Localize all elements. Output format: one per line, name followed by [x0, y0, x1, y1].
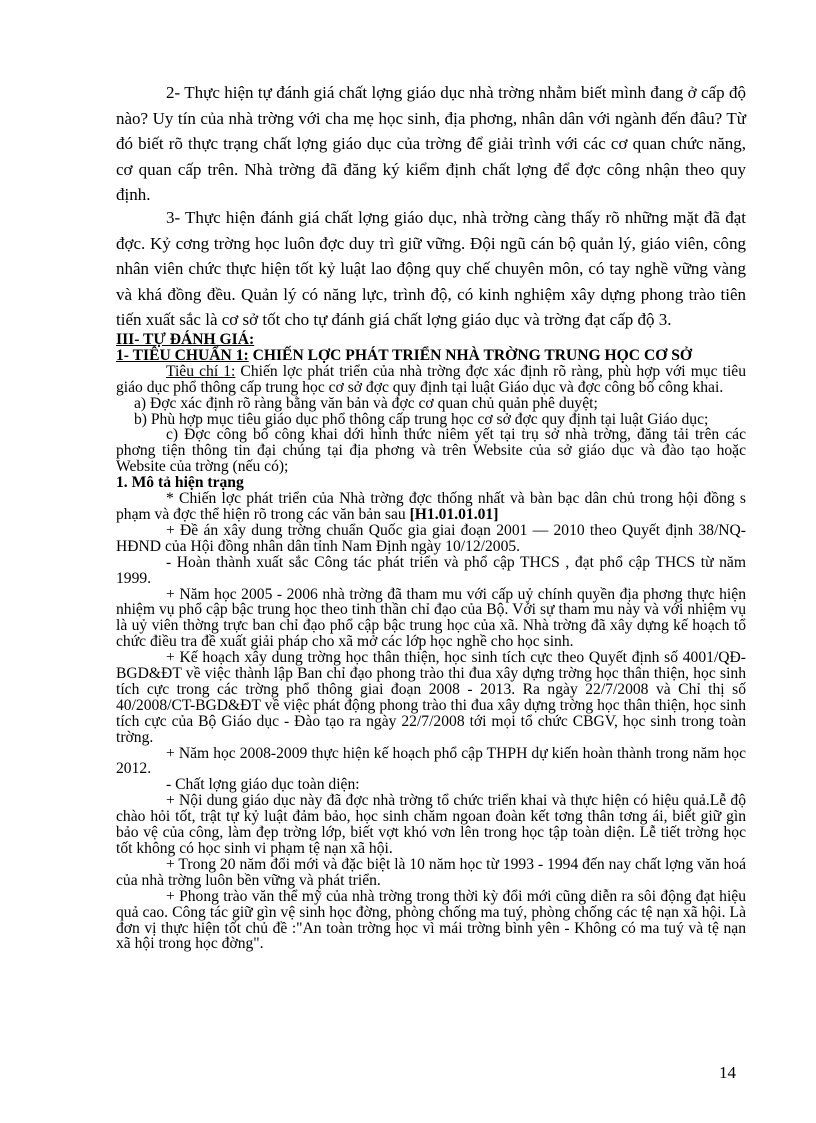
state-paragraph-3: - Hoàn thành xuất sắc Công tác phát triển và phổ cập THCS , đạt phổ cập THCS từ năm 1999.	[116, 553, 746, 587]
intro-section-3	[116, 205, 746, 333]
criterion-paragraph	[116, 364, 746, 396]
criterion-item-c: c) Đợc công bố công khai dới hình thức niêm yết tại trụ sở nhà trờng, đăng tải trên các phơng tiện thông tin đại chúng tại địa phơng và trên Website của sở giáo dục và đào tạo hoặc Website của trờng (nếu có);	[116, 426, 746, 476]
section-heading: III- TỰ ĐÁNH GIÁ:	[116, 331, 255, 348]
evidence-code: [H1.01.01.01]	[409, 505, 499, 523]
state-paragraph-1	[116, 491, 746, 523]
state-paragraph-9: + Trong 20 năm đổi mới và đặc biệt là 10 năm học từ 1993 - 1994 đến nay chất lợng văn hoá của nhà trờng luôn bền vững và phát triển.	[116, 855, 746, 889]
standard-label: 1- TIÊU CHUẨN 1:	[116, 346, 249, 364]
state-paragraph-4: + Năm học 2005 - 2006 nhà trờng đã tham mu với cấp uỷ chính quyền địa phơng thực hiện nhiệm vụ phổ cập bậc trung học theo tinh thần chỉ đạo của Bộ. Với sự tham mu này và với nhiệm vụ là uỷ viên thờng trực ban chỉ đạo phổ cập bậc trung học của xã. Nhà trờng đã xây dựng kế hoạch tổ chức điều tra đề xuất giải pháp cho xã mở các lớp học nghề cho học sinh.	[116, 585, 746, 651]
paragraph-purpose-2: 2- Thực hiện tự đánh giá chất lợng giáo dục nhà trờng nhằm biết mình đang ở cấp độ nào? Uy tín của nhà trờng với cha mẹ học sinh, địa phơng, nhân dân với ngành đến đâu? Từ đó biết rõ thực trạng chất lợng giáo dục của trờng để giải trình với các cơ quan chức năng, cơ quan cấp trên. Nhà trờng đã đăng ký kiểm định chất lợng để đợc công nhận theo quy định.	[116, 83, 746, 204]
state-paragraph-5: + Kế hoạch xây dung trờng học thân thiện, học sinh tích cực theo Quyết định số 4001/QĐ-BGD&ĐT về việc thành lập Ban chỉ đạo phong trào thi đua xây dựng trờng học thân thiện, học sinh tích cực trong các trờng phổ thông giai đoạn 2008 - 2013. Ra ngày 22/7/2008 và Chỉ thị số 40/2008/CT-BGD&ĐT về việc phát động phong trào thi đua xây dựng trờng học thân thiện, học sinh tích cực của Bộ Giáo dục - Đào tạo ra ngày 22/7/2008 tới mọi tổ chức CBGV, học sinh trong toàn trờng.	[116, 649, 746, 746]
criterion-item-a: a) Đợc xác định rõ ràng bằng văn bản và đợc cơ quan chủ quản phê duyệt;	[134, 394, 598, 412]
intro-section-2	[116, 80, 746, 208]
standard-heading	[116, 348, 746, 364]
criterion-item-b: b) Phù hợp mục tiêu giáo dục phổ thông cấp trung học cơ sở đợc quy định tại luật Giáo dục;	[134, 410, 709, 428]
state-paragraph-7: - Chất lợng giáo dục toàn diện:	[166, 776, 360, 794]
state-paragraph-1-text: * Chiến lợc phát triển của Nhà trờng đợc thống nhất và bàn bạc dân chủ trong hội đồng s phạm và đợc thể hiện rõ trong các văn bản sau	[116, 490, 746, 523]
state-paragraph-6: + Năm học 2008-2009 thực hiện kế hoạch phổ cập THPH dự kiến hoàn thành trong năm học 2012.	[116, 744, 746, 778]
standard-title: CHIẾN LỢC PHÁT TRIỂN NHÀ TRỜNG TRUNG HỌC CƠ SỞ	[248, 346, 693, 364]
criterion-label: Tiêu chí 1:	[166, 362, 236, 380]
criterion-text: Chiến lợc phát triển của nhà trờng đợc xác định rõ ràng, phù hợp với mục tiêu giáo dục phổ thông cấp trung học cơ sở đợc quy định tại luật Giáo dục và đợc công bố công khai.	[116, 362, 746, 396]
current-state-heading: 1. Mô tả hiện trạng	[116, 474, 244, 492]
state-paragraph-10: + Phong trào văn thể mỹ của nhà trờng trong thời kỳ đổi mới cũng diễn ra sôi động đạt hiệu quả cao. Công tác giữ gìn vệ sinh học đờng, phòng chống ma tuý, phòng chống các tệ nạn xã hội. Là đơn vị thực hiện tốt chủ đề :"An toàn trờng học vì mái trờng bình yên - Không có ma tuý và tệ nạn xã hội trong học đờng".	[116, 887, 746, 953]
page-number: 14	[719, 1063, 736, 1082]
state-paragraph-2: + Đề án xây dung trờng chuẩn Quốc gia giai đoạn 2001 — 2010 theo Quyết định 38/NQ-HĐND của Hội đồng nhân dân tỉnh Nam Định ngày 10/12/2005.	[116, 521, 746, 555]
state-paragraph-8: + Nội dung giáo dục này đã đợc nhà trờng tổ chức triển khai và thực hiện có hiệu quả.Lễ độ chào hỏi tốt, trật tự kỷ luật đảm bảo, học sinh chăm ngoan đoàn kết tơng thân tơng ái, biết giữ gìn bảo vệ của công, làm đẹp trờng lớp, biết vợt khó vơn lên trong học tập toàn diện. Lễ tiết trờng học tốt không có học sinh vi phạm tệ nạn xã hội.	[116, 792, 746, 857]
paragraph-purpose-3: 3- Thực hiện đánh giá chất lợng giáo dục, nhà trờng càng thấy rõ những mặt đã đạt đợc. Kỷ cơng trờng học luôn đợc duy trì giữ vững. Đội ngũ cán bộ quản lý, giáo viên, công nhân viên chức thực hiện tốt kỷ luật lao động quy chế chuyên môn, có tay nghề vững vàng và khá đồng đều. Quản lý có năng lực, trình độ, có kinh nghiệm xây dựng phong trào tiên tiến xuất sắc là cơ sở tốt cho tự đánh giá chất lợng giáo dục và trờng đạt cấp độ 3.	[116, 208, 746, 329]
self-assessment-section	[116, 332, 746, 952]
